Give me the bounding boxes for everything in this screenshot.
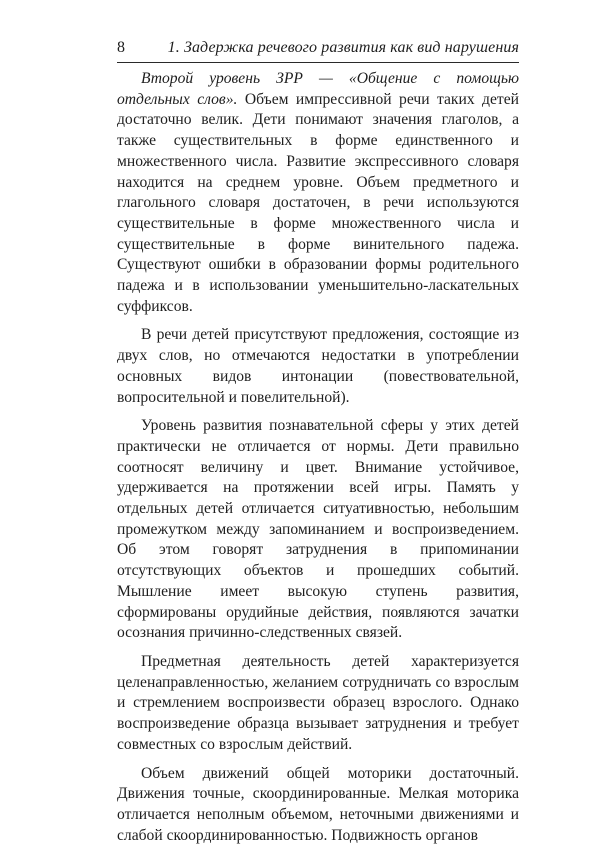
body-text — [117, 69, 519, 854]
chapter-title: 1. Задержка речевого развития как вид нарушения — [167, 39, 519, 56]
paragraph-1-lead: Второй уровень ЗРР — «Общение с помощью отдельных слов». — [117, 70, 519, 108]
paragraph-4: Предметная деятельность детей характеризуется целенаправленностью, желанием сотрудничать со взрослым и стремлением воспроизвести образец взрослого. Однако воспроизведение образца вызывает затруднения и требует совместных со взрослым действий. — [117, 652, 519, 753]
header-rule — [117, 62, 519, 63]
paragraph-3: Уровень развития познавательной сферы у этих детей практически не отличается от нормы. Дети правильно соотносят величину и цвет. Внимание устойчивое, удерживается на протяжении всей игры. Память у отдельных детей отличается ситуативностью, небольшим промежутком между запоминанием и воспроизведением. Об этом говорят затруднения в припоминании отсутствующих объектов и прошедших событий. Мышление имеет высокую ступень развития, сформированы орудийные действия, появляются зачатки осознания причинно-следственных связей. — [117, 417, 519, 642]
paragraph-2: В речи детей присутствуют предложения, состоящие из двух слов, но отмечаются недостатки в употреблении основных видов интонации (повествовательной, вопросительной и повелительной). — [117, 326, 519, 406]
paragraph-5: Объем движений общей моторики достаточный. Движения точные, скоординированные. Мелкая моторика отличается неполным объемом, неточными движениями и слабой скоординированностью. Подвижность органов — [117, 764, 519, 844]
paragraph-1 — [117, 69, 519, 317]
page-number: 8 — [117, 39, 125, 56]
paragraph-1-text: Объем импрессивной речи таких детей достаточно велик. Дети понимают значения глаголов, а также существительных в форме единственного и множественного числа. Развитие экспрессивного словаря находится на среднем уровне. Объем предметного и глагольного словаря достаточен, в речи используются существительные в форме множественного числа и существительные в форме винительного падежа. Существуют ошибки в образовании формы родительного падежа и в использовании уменьшительно-ласкательных суффиксов. — [117, 90, 519, 315]
running-header — [117, 38, 519, 58]
